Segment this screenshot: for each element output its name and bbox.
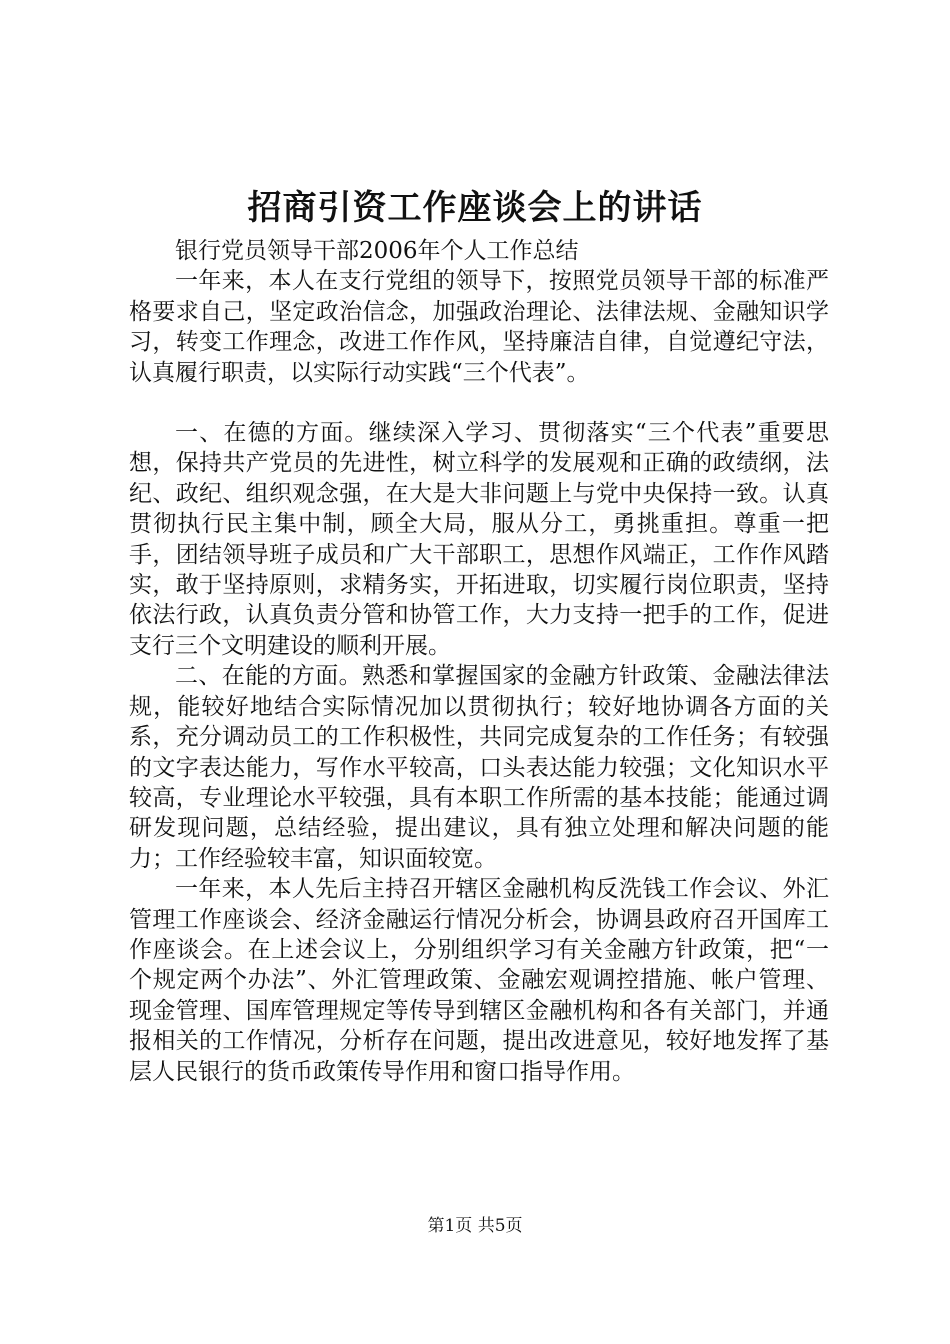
paragraph-intro: 一年来，本人在支行党组的领导下，按照党员领导干部的标准严格要求自己，坚定政治信念，加强政治理论、法律法规、金融知识学习，转变工作理念，改进工作作风，坚持廉洁自律，自觉遵纪守法，认真履行职责，以实际行动实践“三个代表”。 (129, 268, 829, 386)
paragraph-ability: 二、在能的方面。熟悉和掌握国家的金融方针政策、金融法律法规，能较好地结合实际情况加以贯彻执行；较好地协调各方面的关系，充分调动员工的工作积极性，共同完成复杂的工作任务；有较强的文字表达能力，写作水平较高，口头表达能力较强；文化知识水平较高，专业理论水平较强，具有本职工作所需的基本技能；能通过调研发现问题，总结经验，提出建议，具有独立处理和解决问题的能力；工作经验较丰富，知识面较宽。 (129, 663, 829, 872)
blank-line (129, 388, 829, 418)
paragraph-subtitle: 银行党员领导干部2006年个人工作总结 (175, 238, 579, 264)
document-body (129, 236, 829, 1087)
paragraph-virtue: 一、在德的方面。继续深入学习、贯彻落实“三个代表”重要思想，保持共产党员的先进性，树立科学的发展观和正确的政绩纲，法纪、政纪、组织观念强，在大是大非问题上与党中央保持一致。认真贯彻执行民主集中制，顾全大局，服从分工，勇挑重担。尊重一把手，团结领导班子成员和广大干部职工，思想作风端正，工作作风踏实，敢于坚持原则，求精务实，开拓进取，切实履行岗位职责，坚持依法行政，认真负责分管和协管工作，大力支持一把手的工作，促进支行三个文明建设的顺利开展。 (129, 420, 829, 659)
document-title: 招商引资工作座谈会上的讲话 (247, 188, 703, 228)
page-footer: 第1页 共5页 (427, 1216, 523, 1236)
paragraph-meetings: 一年来，本人先后主持召开辖区金融机构反洗钱工作会议、外汇管理工作座谈会、经济金融运行情况分析会，协调县政府召开国库工作座谈会。在上述会议上，分别组织学习有关金融方针政策，把“一个规定两个办法”、外汇管理政策、金融宏观调控措施、帐户管理、现金管理、国库管理规定等传导到辖区金融机构和各有关部门，并通报相关的工作情况，分析存在问题，提出改进意见，较好地发挥了基层人民银行的货币政策传导作用和窗口指导作用。 (129, 876, 829, 1085)
